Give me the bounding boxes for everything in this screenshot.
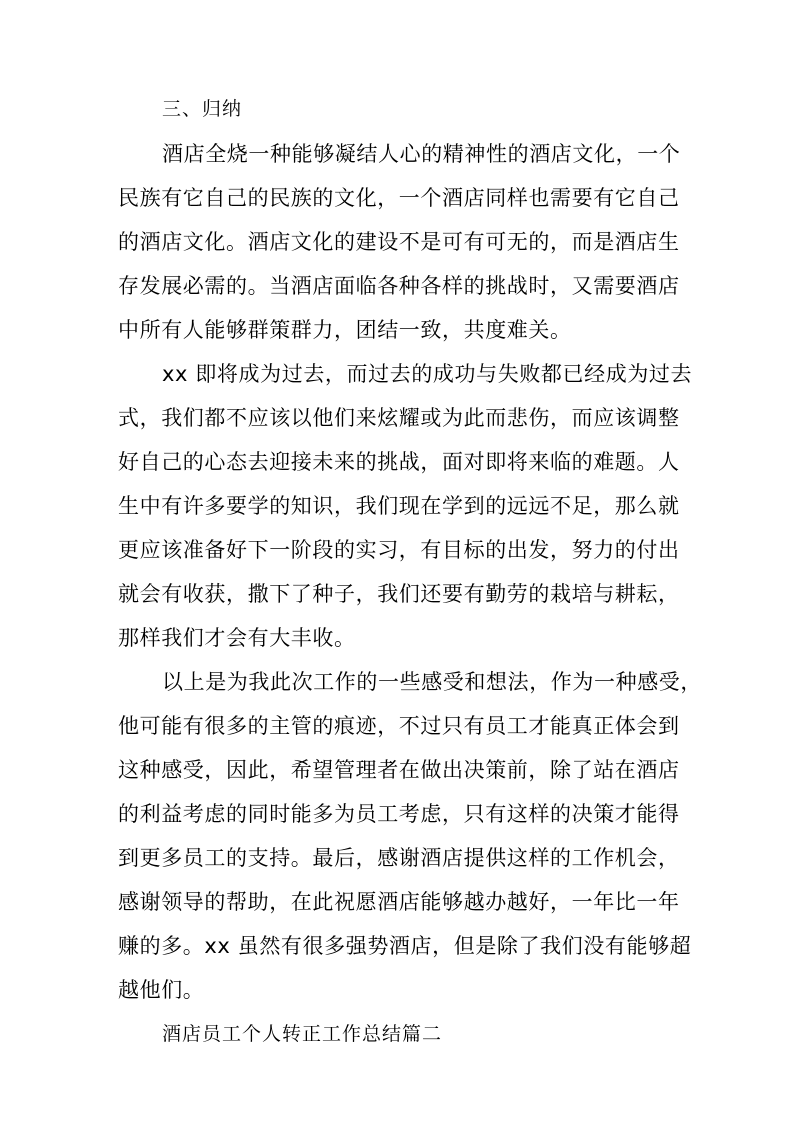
paragraph-3-line-5: 到更多员工的支持。最后，感谢酒店提供这样的工作机会， [118,846,680,870]
paragraph-3-line-7: 赚的多。xx 虽然有很多强势酒店，但是除了我们没有能够超 [118,934,692,958]
paragraph-3-line-3: 这种感受，因此，希望管理者在做出决策前，除了站在酒店 [118,758,680,782]
paragraph-1-line-3: 的酒店文化。酒店文化的建设不是可有可无的，而是酒店生 [118,230,680,254]
paragraph-2-line-5: 更应该准备好下一阶段的实习，有目标的出发，努力的付出 [118,538,680,562]
paragraph-2-line-7: 那样我们才会有大丰收。 [118,626,356,650]
paragraph-3-line-4: 的利益考虑的同时能多为员工考虑，只有这样的决策才能得 [118,802,680,826]
paragraph-3-line-2: 他可能有很多的主管的痕迹，不过只有员工才能真正体会到 [118,714,680,738]
paragraph-1-line-4: 存发展必需的。当酒店面临各种各样的挑战时，又需要酒店 [118,274,680,298]
paragraph-3-line-6: 感谢领导的帮助，在此祝愿酒店能够越办越好，一年比一年 [118,890,680,914]
paragraph-2-line-6: 就会有收获，撒下了种子，我们还要有勤劳的栽培与耕耘， [118,582,680,606]
paragraph-1-line-2: 民族有它自己的民族的文化，一个酒店同样也需要有它自己 [118,186,680,210]
section-heading: 三、归纳 [162,98,243,120]
paragraph-3-line-8: 越他们。 [118,978,205,1002]
paragraph-1-line-1: 酒店全烧一种能够凝结人心的精神性的酒店文化，一个 [162,142,681,166]
paragraph-2-line-2: 式，我们都不应该以他们来炫耀或为此而悲伤，而应该调整 [118,406,680,430]
paragraph-1-line-5: 中所有人能够群策群力，团结一致，共度难关。 [118,318,572,342]
next-section-title: 酒店员工个人转正工作总结篇二 [162,1023,443,1045]
paragraph-2-line-4: 生中有许多要学的知识，我们现在学到的远远不足，那么就 [118,494,680,518]
paragraph-3-line-1: 以上是为我此次工作的一些感受和想法，作为一种感受， [162,670,702,694]
paragraph-2-line-1: xx 即将成为过去，而过去的成功与失败都已经成为过去 [162,362,693,386]
paragraph-2-line-3: 好自己的心态去迎接未来的挑战，面对即将来临的难题。人 [118,450,680,474]
